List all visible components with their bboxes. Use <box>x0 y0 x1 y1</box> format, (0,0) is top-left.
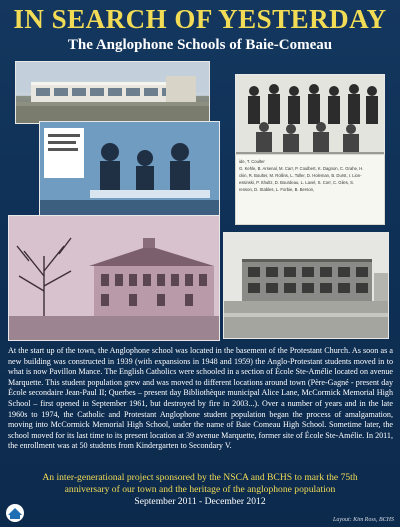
photo-old-school <box>8 215 220 341</box>
caption-names <box>239 158 383 193</box>
photo-brick-school <box>223 232 389 339</box>
caption-line: ckin, R. Boulter, M. Rollins, L. Toller, D. Holeman, B. Durst, I. Lion- <box>239 173 362 178</box>
logo-icon-graphic <box>4 503 26 523</box>
brick-school-image <box>224 233 389 339</box>
photo-caption-list <box>235 154 385 225</box>
poster-subtitle: The Anglophone Schools of Baie-Comeau <box>67 37 333 53</box>
caption-line: ide, T. Coulter <box>239 159 265 164</box>
photo-illustration <box>39 121 220 216</box>
caption-line: G. Kehle, B. Arsenal, M. Carr, P. Coulbert, K. Dagnon, C. Grahe, H. <box>239 166 364 171</box>
poster-title: IN SEARCH OF YESTERDAY <box>13 4 387 34</box>
logo-icon <box>4 503 26 523</box>
history-paragraph: At the start up of the town, the Anglophone school was located in the basement of the Protestant Church. As soon as a new building was constructed in 1939 (with expansions in 1948 and 1959) the Anglo-Protestant students moved in to what is now Pavillon Mance. The English Catholics were schooled in a section of École Ste-Amélie located on avenue Marquette. This student population grew and was moved to different locations around town (Père-Gagné - present day École secondaire Jean-Paul II; Querbes – present day Bibliothèque municipal Alice Lane, McCormick Memorial High School – first opened in September 1961, but destroyed by fire in 2003...). Over a number of years and in the late 1960s to 1974, the Catholic and Protestant Anglophone student population began the process of amalgamation, moving into McCormick Memorial High School, under the name of Baie Comeau High School. Sometime later, the school moved for its last time to its present location at 39 avenue Marquette, former site of École Ste-Amélie. In 2011, the enrollment was at 50 students from Kindergarten to Secondary V. <box>8 346 393 451</box>
caption-line: essinski, P. Shultz, D. Bourdeau, L. Lavel, S. Corr, C. Giles, S. <box>239 180 355 185</box>
sponsor-text: An inter-generational project sponsored by the NSCA and BCHS to mark the 75th anniversary of our town and the heritage of the anglophone population <box>42 472 358 495</box>
project-dates: September 2011 - December 2012 <box>134 496 266 507</box>
caption-line: renson, D. Stables, L. Forbie, B. Berson, <box>239 187 315 192</box>
photo-modern-school <box>15 61 210 124</box>
modern-school-image <box>16 62 210 124</box>
illustration-image <box>40 122 220 216</box>
layout-credit: Layout: Kim Ross, BCHS <box>332 517 394 523</box>
old-school-image <box>9 216 220 341</box>
sponsor-note <box>20 472 380 508</box>
